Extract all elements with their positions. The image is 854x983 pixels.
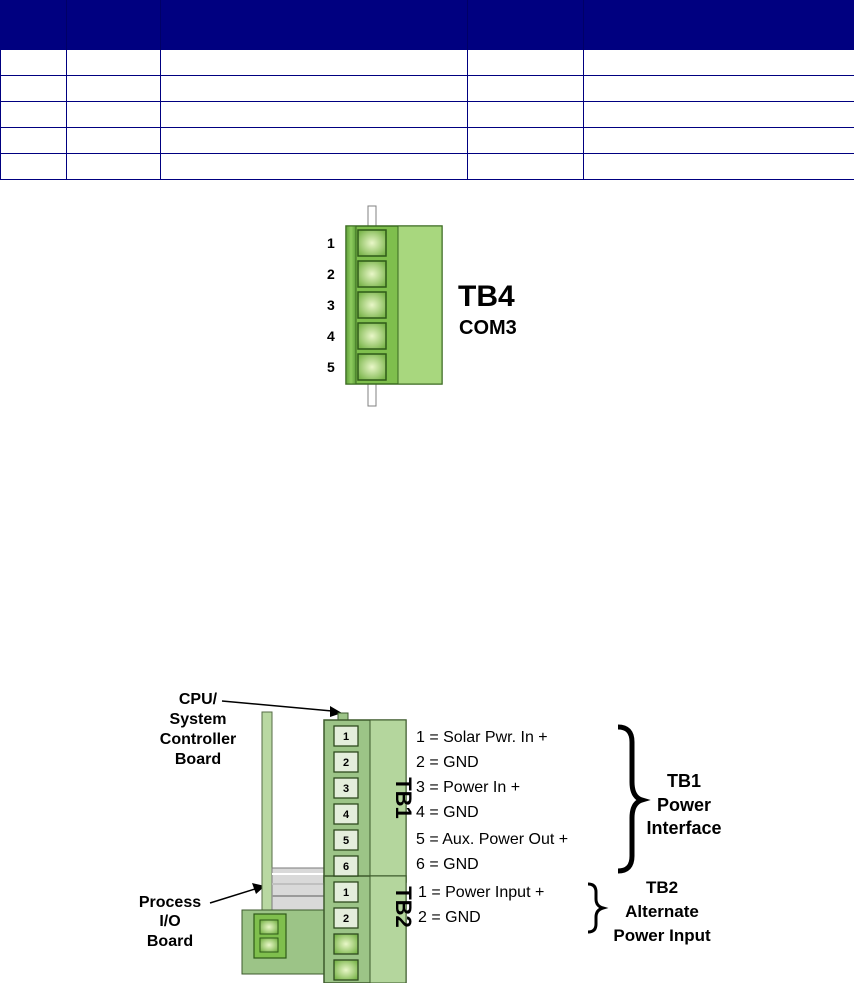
- tb1-terminal-number: 3: [342, 783, 350, 795]
- tb1-group-line: TB1: [666, 771, 702, 791]
- tb4-title: TB4: [458, 280, 515, 313]
- process-label-line: I/O: [159, 913, 181, 930]
- cpu-pointer-arrow: [222, 701, 342, 717]
- tb1-description: 6 = GND: [416, 856, 479, 873]
- process-label-line: Process: [138, 894, 202, 911]
- tb4-sockets: [358, 230, 386, 380]
- tb2-group-line: Power Input: [613, 926, 711, 945]
- tb2-group-line: TB2: [645, 878, 679, 897]
- cpu-board-label: [160, 691, 236, 768]
- tb2-terminal-number: 1: [342, 887, 350, 899]
- tb4-connector-strip: [346, 226, 356, 384]
- tb4-subtitle: COM3: [459, 317, 517, 339]
- tb1-terminal-number: 2: [342, 757, 350, 769]
- process-pointer-arrow: [210, 883, 265, 903]
- tb1-description: 4 = GND: [416, 804, 479, 821]
- tb2-description: 1 = Power Input +: [418, 884, 545, 901]
- cpu-label-line: System: [169, 711, 227, 728]
- tb4-pin-number: 4: [327, 328, 335, 344]
- process-label-line: Board: [146, 933, 194, 950]
- tb1-description: 2 = GND: [416, 754, 479, 771]
- cpu-label-line: CPU/: [178, 691, 218, 708]
- tb1-brace: [618, 727, 642, 871]
- tb4-pin-number: 1: [327, 235, 335, 251]
- tb1-terminal-number: 6: [342, 861, 350, 873]
- tb1-terminal-number: 5: [342, 835, 350, 847]
- tb1-terminal-number: 1: [342, 731, 350, 743]
- tb2-block-label: TB2: [391, 886, 416, 928]
- tb4-socket: [358, 292, 386, 318]
- tb1-group-line: Power: [656, 795, 712, 815]
- process-board-label: [139, 894, 201, 950]
- tb4-pin-number: 2: [327, 266, 335, 282]
- cpu-label-line: Board: [174, 751, 222, 768]
- tb4-connector-side: [398, 226, 442, 384]
- tb4-socket: [358, 354, 386, 380]
- cpu-label-line: Controller: [159, 731, 237, 748]
- tb1-group-label: [646, 771, 721, 838]
- tb1-description: 1 = Solar Pwr. In +: [416, 729, 548, 746]
- tb2-group-label: [613, 878, 711, 945]
- tb4-pin-numbers: [327, 235, 335, 375]
- tb4-socket: [358, 230, 386, 256]
- tb2-socket: [334, 960, 358, 980]
- tb1-descriptions: [416, 729, 568, 873]
- tb2-group-line: Alternate: [625, 902, 699, 921]
- tb2-descriptions: [418, 884, 544, 926]
- cpu-board: [262, 712, 272, 912]
- tb1-description: 5 = Aux. Power Out +: [416, 831, 569, 848]
- tb4-socket: [358, 261, 386, 287]
- tb1-description: 3 = Power In +: [416, 779, 521, 796]
- tb4-pin-number: 3: [327, 297, 335, 313]
- tb1-terminal-number: 4: [342, 809, 350, 821]
- tb1-block-label: TB1: [391, 777, 416, 819]
- tb2-description: 2 = GND: [418, 909, 481, 926]
- tb4-socket: [358, 323, 386, 349]
- tb4-pin-number: 5: [327, 359, 335, 375]
- tb1-group-line: Interface: [646, 818, 722, 838]
- tb2-terminal-number: 2: [342, 913, 350, 925]
- tb2-socket: [334, 934, 358, 954]
- tb2-brace: [588, 884, 603, 932]
